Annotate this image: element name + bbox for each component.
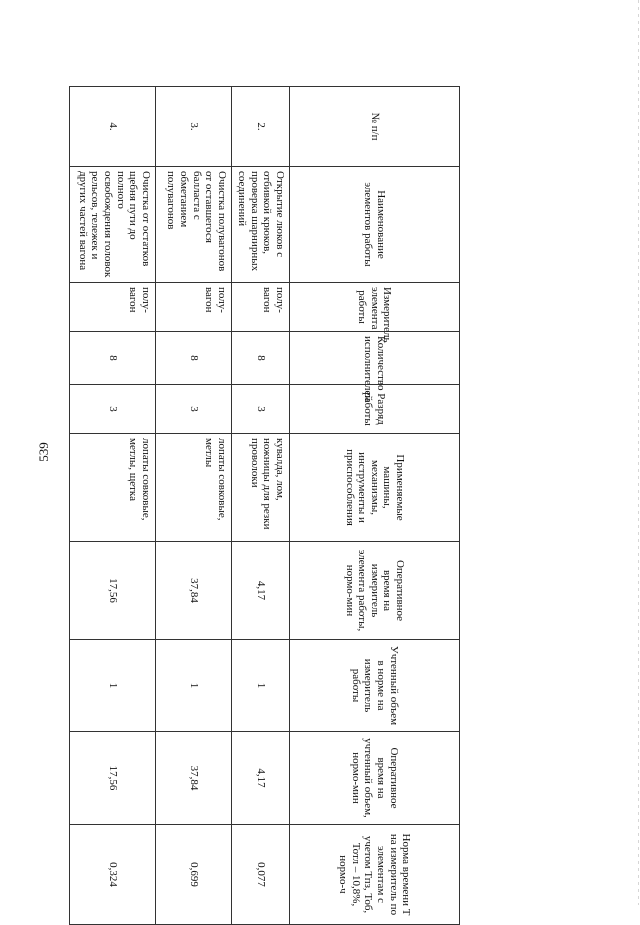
row-grade: 3 — [70, 385, 156, 434]
row-norm-time: 0,077 — [232, 825, 290, 925]
row-workers: 8 — [232, 332, 290, 385]
row-tools: кувалда, лом, ножницы для резки проволоки — [232, 434, 290, 542]
scan-edge-right — [638, 0, 639, 905]
row-norm-time: 0,324 — [70, 825, 156, 925]
row-volume: 1 — [232, 640, 290, 732]
row-op-total: 17,56 — [70, 732, 156, 825]
row-meter: полу-вагон — [156, 283, 232, 332]
row-op-time: 4,17 — [232, 542, 290, 640]
row-op-time: 17,56 — [70, 542, 156, 640]
table-row — [232, 87, 290, 925]
row-op-total: 4,17 — [232, 732, 290, 825]
row-name: Очистка полувагонов от оставшегося балласта с обметанием полувагонов — [156, 167, 232, 283]
header-op-total: Оперативное время на учтенный объем, нормо-мин — [290, 732, 460, 825]
row-tools: лопаты совковые, метлы — [156, 434, 232, 542]
header-volume: Учтенный объем в норме на измеритель работы — [290, 640, 460, 732]
rotated-table-container — [70, 86, 460, 916]
header-workers: Количество исполнителей — [290, 332, 460, 385]
page-number: 539 — [36, 442, 51, 462]
row-name: Открытие люков с отбивкой крюков, проверка шарнирных соединений — [232, 167, 290, 283]
row-norm-time: 0,699 — [156, 825, 232, 925]
row-meter: полу-вагон — [232, 283, 290, 332]
row-workers: 8 — [70, 332, 156, 385]
row-workers: 8 — [156, 332, 232, 385]
header-tools: Применяемые машины, механизмы, инструменты и приспособления — [290, 434, 460, 542]
row-name: Очистка от остатков щебня пути до полного освобождения головок рельсов, тележек и других частей вагона — [70, 167, 156, 283]
header-name: Наименование элементов работы — [290, 167, 460, 283]
row-volume: 1 — [156, 640, 232, 732]
row-op-total: 37,84 — [156, 732, 232, 825]
table-row — [156, 87, 232, 925]
header-num: № п/п — [290, 87, 460, 167]
header-op-time: Оперативное время на измеритель элемента работы, нормо-мин — [290, 542, 460, 640]
row-num: 2. — [232, 87, 290, 167]
row-grade: 3 — [156, 385, 232, 434]
header-meter: Измеритель элемента работы — [290, 283, 460, 332]
header-grade: Разряд работы — [290, 385, 460, 434]
row-grade: 3 — [232, 385, 290, 434]
row-op-time: 37,84 — [156, 542, 232, 640]
row-meter: полу-вагон — [70, 283, 156, 332]
table-row — [70, 87, 156, 925]
row-tools: лопаты совковые, метлы, щетка — [70, 434, 156, 542]
row-volume: 1 — [70, 640, 156, 732]
table-header-row — [290, 87, 460, 925]
row-num: 3. — [156, 87, 232, 167]
row-num: 4. — [70, 87, 156, 167]
norms-table — [69, 86, 460, 925]
header-norm-time: Норма времени Т на измеритель по элементам с учетом Тпз, Тоб, Тотл – 10,8%, нормо-ч — [290, 825, 460, 925]
